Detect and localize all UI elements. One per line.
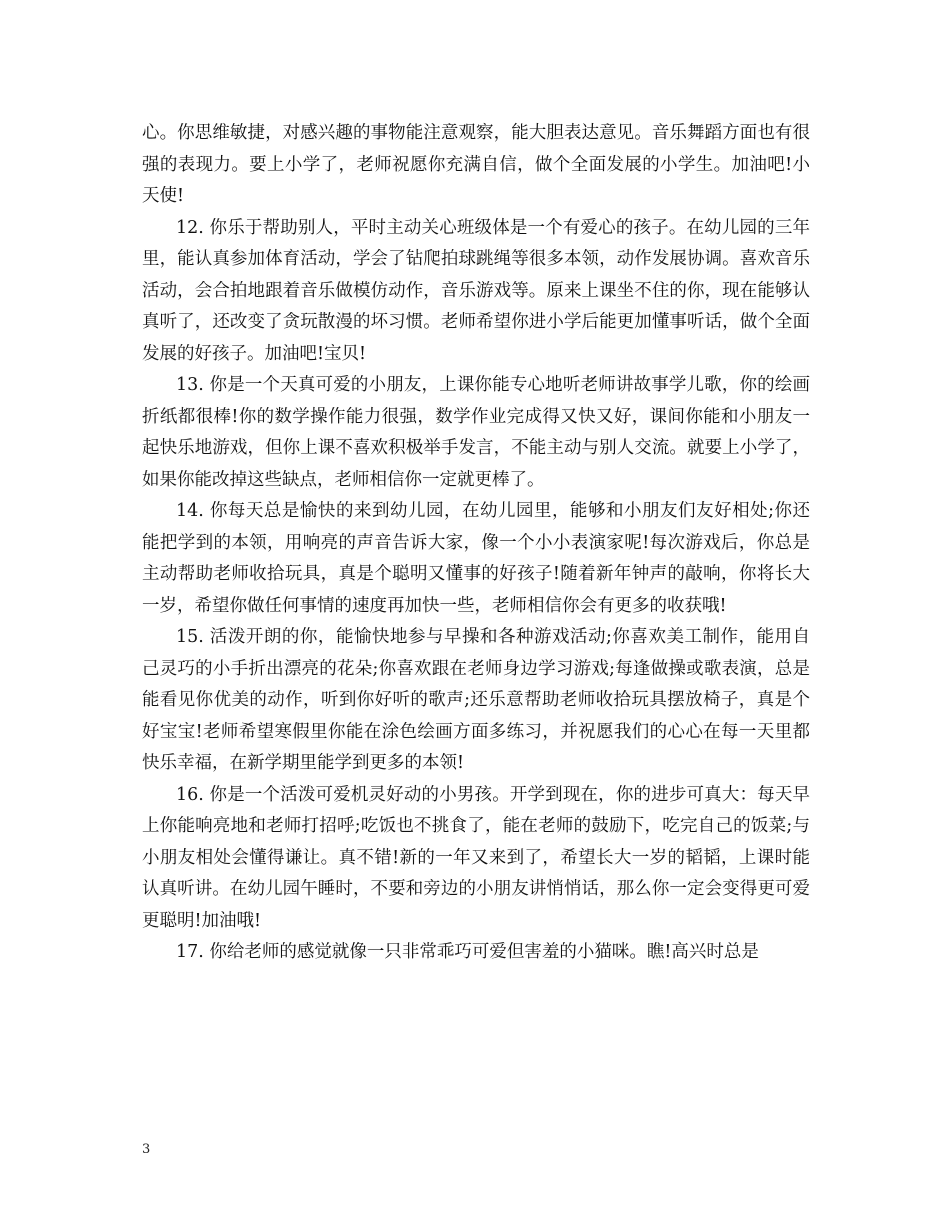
paragraph-item-13: 13. 你是一个天真可爱的小朋友，上课你能专心地听老师讲故事学儿歌，你的绘画折纸都很棒!你的数学操作能力很强，数学作业完成得又快又好，课间你能和小朋友一起快乐地游戏，但你上课不喜欢积极举手发言，不能主动与别人交流。就要上小学了，如果你能改掉这些缺点，老师相信你一定就更棒了。 [142, 375, 810, 490]
paragraph-item-14: 14. 你每天总是愉快的来到幼儿园，在幼儿园里，能够和小朋友们友好相处;你还能把学到的本领，用响亮的声音告诉大家，像一个小小表演家呢!每次游戏后，你总是主动帮助老师收拾玩具，真是个聪明又懂事的好孩子!随着新年钟声的敲响，你将长大一岁，希望你做任何事情的速度再加快一些，老师相信你会有更多的收获哦! [142, 501, 810, 616]
paragraph-continuation: 心。你思维敏捷，对感兴趣的事物能注意观察，能大胆表达意见。音乐舞蹈方面也有很强的表现力。要上小学了，老师祝愿你充满自信，做个全面发展的小学生。加油吧!小天使! [142, 123, 810, 206]
paragraph-item-15: 15. 活泼开朗的你，能愉快地参与早操和各种游戏活动;你喜欢美工制作，能用自己灵巧的小手折出漂亮的花朵;你喜欢跟在老师身边学习游戏;每逢做操或歌表演，总是能看见你优美的动作，听到你好听的歌声;还乐意帮助老师收拾玩具摆放椅子，真是个好宝宝!老师希望寒假里你能在涂色绘画方面多练习，并祝愿我们的心心在每一天里都快乐幸福，在新学期里能学到更多的本领! [142, 627, 810, 773]
paragraph-item-16: 16. 你是一个活泼可爱机灵好动的小男孩。开学到现在，你的进步可真大：每天早上你能响亮地和老师打招呼;吃饭也不挑食了，能在老师的鼓励下，吃完自己的饭菜;与小朋友相处会懂得谦让。真不错!新的一年又来到了，希望长大一岁的韬韬，上课时能认真听讲。在幼儿园午睡时，不要和旁边的小朋友讲悄悄话，那么你一定会变得更可爱更聪明!加油哦! [142, 784, 810, 931]
page-number: 3 [142, 1142, 151, 1157]
paragraph-item-17: 17. 你给老师的感觉就像一只非常乖巧可爱但害羞的小猫咪。瞧!高兴时总是 [176, 942, 759, 962]
paragraph-item-12: 12. 你乐于帮助别人，平时主动关心班级体是一个有爱心的孩子。在幼儿园的三年里，能认真参加体育活动，学会了钻爬拍球跳绳等很多本领，动作发展协调。喜欢音乐活动，会合拍地跟着音乐做模仿动作，音乐游戏等。原来上课坐不住的你，现在能够认真听了，还改变了贪玩散漫的坏习惯。老师希望你进小学后能更加懂事听话，做个全面发展的好孩子。加油吧!宝贝! [142, 217, 810, 364]
document-body [142, 118, 810, 969]
